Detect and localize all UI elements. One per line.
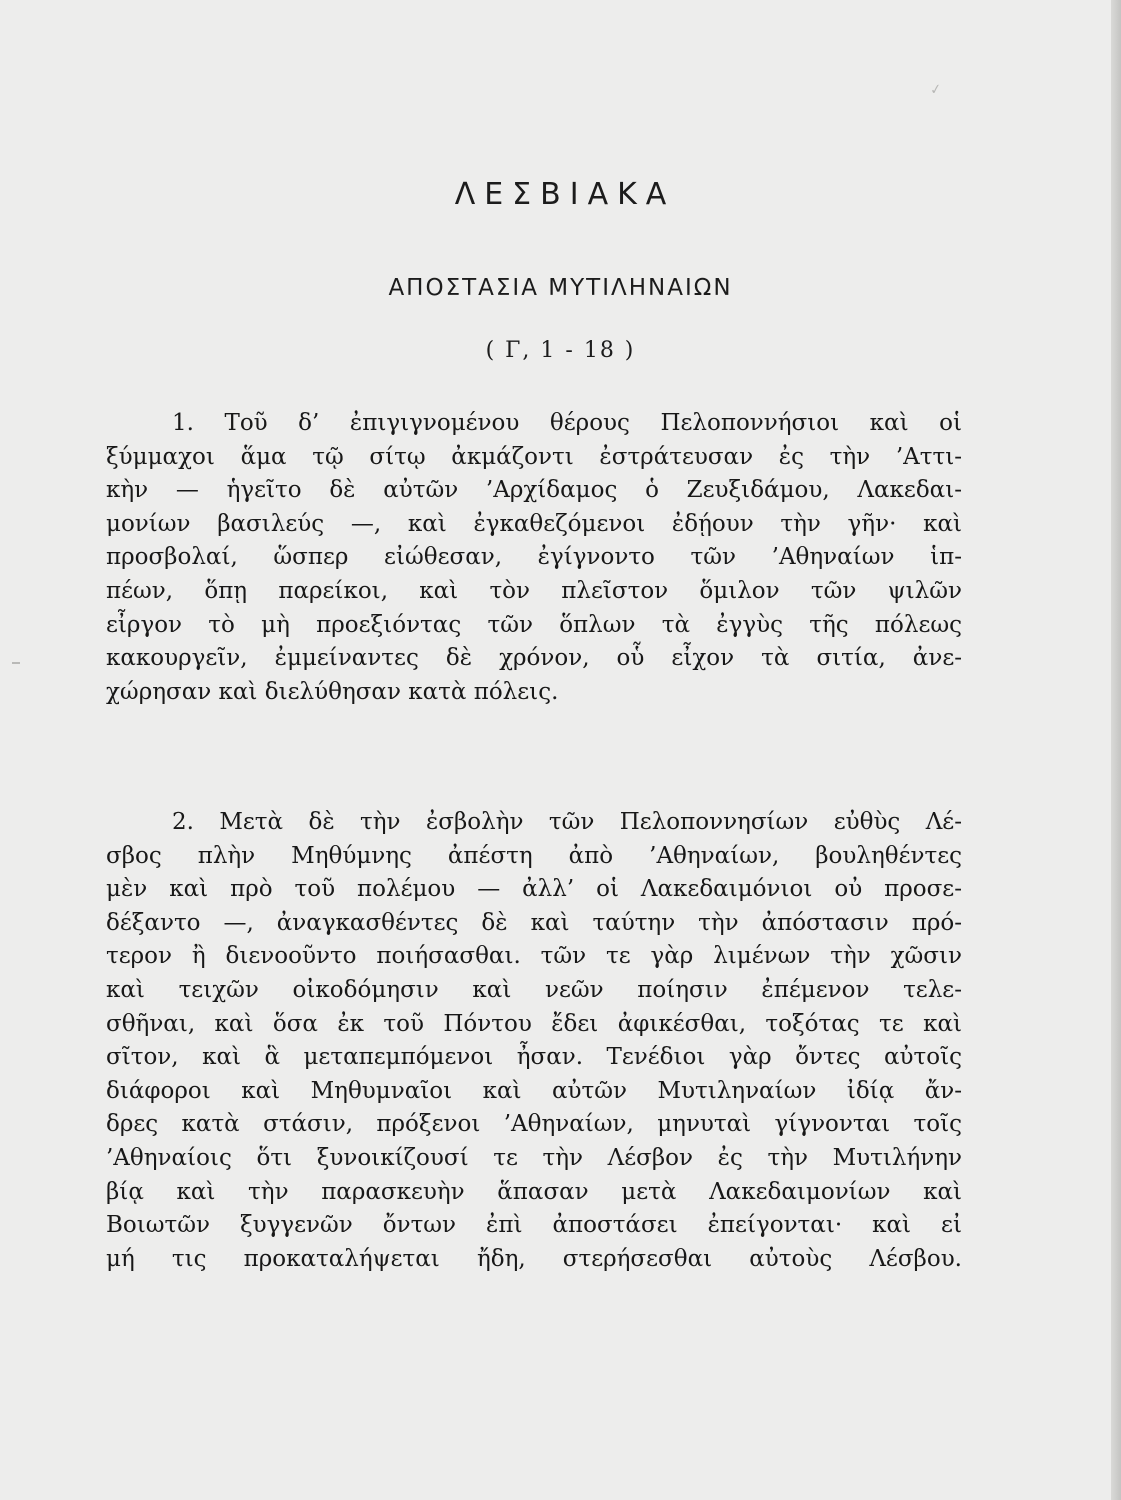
paragraph-2: [106, 806, 962, 1276]
text-line: 1. Τοῦ δ’ ἐπιγιγνομένου θέρους Πελοποννήσιοι καὶ οἱ: [172, 410, 962, 436]
text-line: χώρησαν καὶ διελύθησαν κατὰ πόλεις.: [106, 678, 559, 705]
paragraph-1: [106, 407, 962, 709]
text-line: ’Αθηναίοις ὅτι ξυνοικίζουσί τε τὴν Λέσβον ἐς τὴν Μυτιλήνην: [106, 1144, 962, 1171]
text-line: δρες κατὰ στάσιν, πρόξενοι ’Αθηναίων, μηνυταὶ γίγνονται τοῖς: [106, 1111, 962, 1138]
text-line: σβος πλὴν Μηθύμνης ἀπέστη ἀπὸ ’Αθηναίων, βουληθέντες: [106, 842, 962, 869]
text-line: προσβολαί, ὥσπερ εἰώθεσαν, ἐγίγνοντο τῶν ’Αθηναίων ἱπ-: [106, 544, 962, 571]
page-gutter-edge: [1111, 0, 1121, 1500]
page-title: ΛΕΣΒΙΑΚΑ: [454, 177, 676, 212]
text-line: τερον ἢ διενοοῦντο ποιήσασθαι. τῶν τε γὰρ λιμένων τὴν χῶσιν: [106, 943, 962, 970]
section-subtitle: ΑΠΟΣΤΑΣΙΑ ΜΥΤΙΛΗΝΑΙΩΝ: [388, 275, 733, 301]
text-line: ξύμμαχοι ἅμα τῷ σίτῳ ἀκμάζοντι ἐστράτευσαν ἐς τὴν ’Αττι-: [106, 443, 962, 470]
text-line: σῖτον, καὶ ἃ μεταπεμπόμενοι ἦσαν. Τενέδιοι γὰρ ὄντες αὐτοῖς: [106, 1044, 962, 1071]
text-line: 2. Μετὰ δὲ τὴν ἐσβολὴν τῶν Πελοποννησίων εὐθὺς Λέ-: [172, 809, 962, 835]
text-line: πέων, ὅπῃ παρείκοι, καὶ τὸν πλεῖστον ὅμιλον τῶν ψιλῶν: [106, 577, 962, 604]
text-line: καὶ τειχῶν οἰκοδόμησιν καὶ νεῶν ποίησιν ἐπέμενον τελε-: [106, 976, 962, 1003]
text-line: μονίων βασιλεύς —, καὶ ἐγκαθεζόμενοι ἐδῄουν τὴν γῆν· καὶ: [106, 510, 962, 537]
text-line: σθῆναι, καὶ ὅσα ἐκ τοῦ Πόντου ἔδει ἀφικέσθαι, τοξότας τε καὶ: [106, 1010, 962, 1037]
text-line: δέξαντο —, ἀναγκασθέντες δὲ καὶ ταύτην τὴν ἀπόστασιν πρό-: [106, 909, 962, 936]
text-line: διάφοροι καὶ Μηθυμναῖοι καὶ αὐτῶν Μυτιληναίων ἰδίᾳ ἄν-: [106, 1077, 962, 1104]
chapter-reference: ( Γ, 1 - 18 ): [485, 338, 636, 363]
text-line: μή τις προκαταλήψεται ἤδη, στερήσεσθαι αὐτοὺς Λέσβου.: [106, 1245, 962, 1272]
text-line: μὲν καὶ πρὸ τοῦ πολέμου — ἀλλ’ οἱ Λακεδαιμόνιοι οὐ προσε-: [106, 876, 962, 903]
text-line: Βοιωτῶν ξυγγενῶν ὄντων ἐπὶ ἀποστάσει ἐπείγονται· καὶ εἰ: [106, 1212, 962, 1239]
pencil-mark: ✓: [928, 81, 943, 99]
text-line: βίᾳ καὶ τὴν παρασκευὴν ἅπασαν μετὰ Λακεδαιμονίων καὶ: [106, 1178, 962, 1205]
text-line: εἶργον τὸ μὴ προεξιόντας τῶν ὅπλων τὰ ἐγγὺς τῆς πόλεως: [106, 611, 962, 638]
text-line: κὴν — ἡγεῖτο δὲ αὐτῶν ’Αρχίδαμος ὁ Ζευξιδάμου, Λακεδαι-: [106, 477, 962, 504]
margin-mark: [12, 662, 20, 664]
text-line: κακουργεῖν, ἐμμείναντες δὲ χρόνον, οὗ εἶχον τὰ σιτία, ἀνε-: [106, 645, 962, 672]
